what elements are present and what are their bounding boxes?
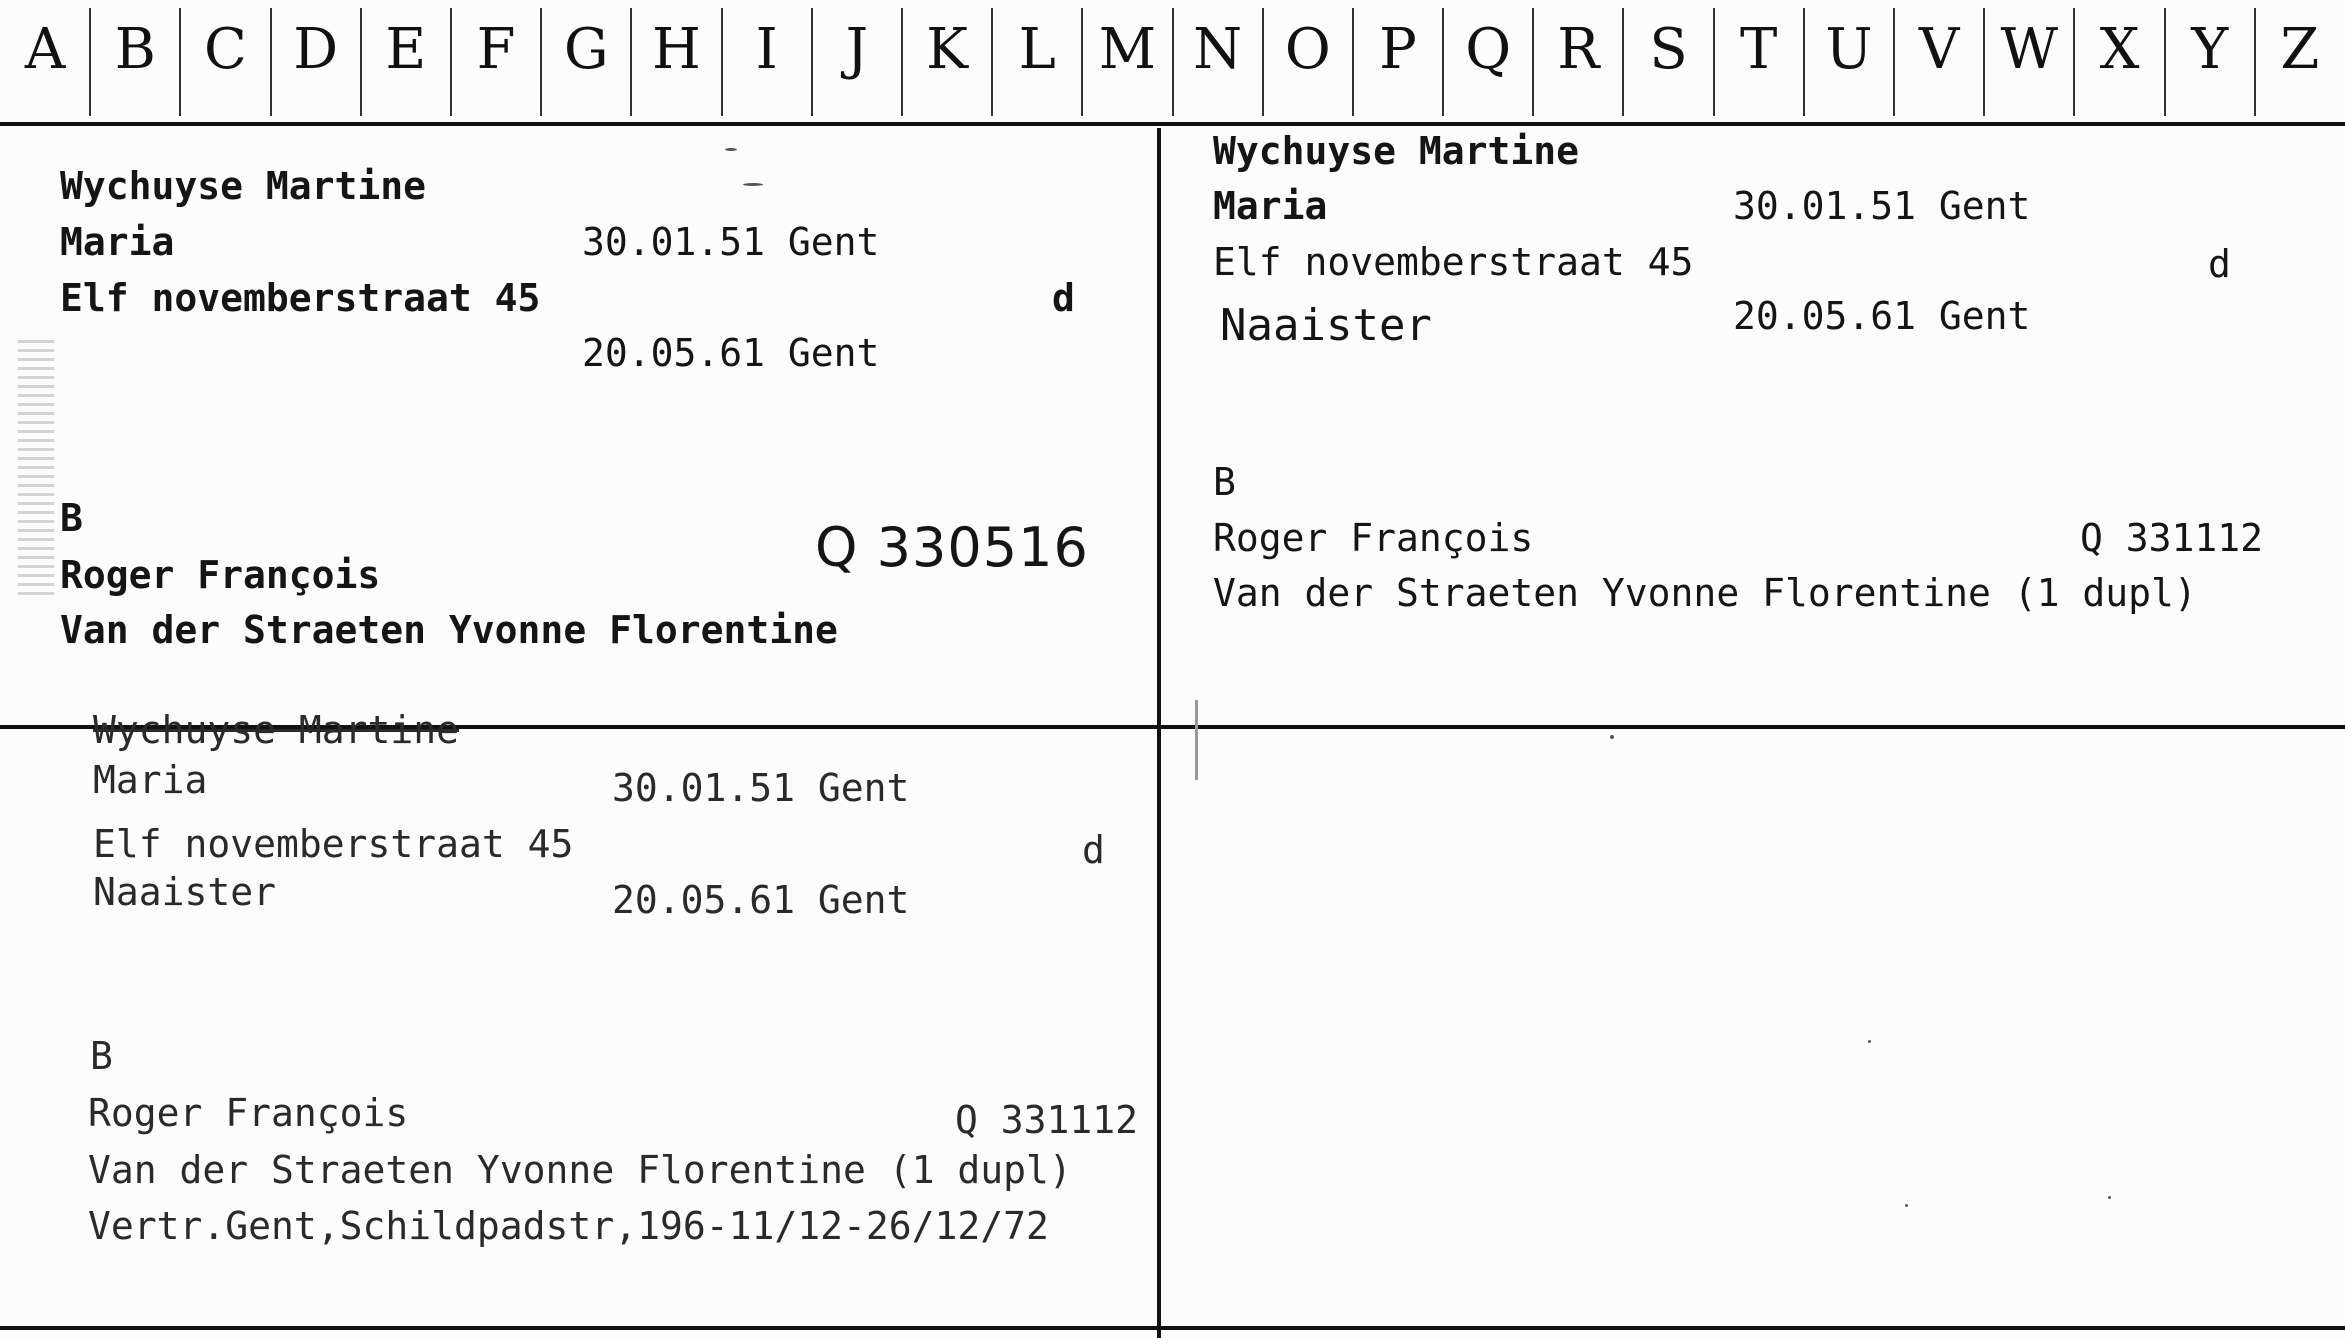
card-top-right-section: B	[1213, 460, 1236, 504]
scan-speck	[1905, 1204, 1908, 1207]
alphabet-separator	[450, 8, 452, 116]
alphabet-letter-r: R	[1557, 17, 1600, 82]
scan-speck	[725, 148, 737, 151]
alphabet-letter-v: V	[1918, 17, 1960, 82]
card-top-left-date2: 20.05.61 Gent	[582, 331, 880, 375]
card-bottom-left-address: Elf novemberstraat 45	[93, 822, 574, 866]
card-top-left-marker: d	[1052, 276, 1075, 320]
card-top-left-address: Elf novemberstraat 45	[60, 276, 541, 320]
bottom-rule	[0, 1326, 2345, 1330]
alphabet-letter-i: I	[755, 17, 778, 82]
alphabet-letter-l: L	[1018, 17, 1056, 82]
card-top-right-given: Maria	[1213, 184, 1328, 228]
alphabet-separator	[1713, 8, 1715, 116]
alphabet-letter-y: Y	[2191, 17, 2229, 82]
alphabet-separator	[360, 8, 362, 116]
scan-speck	[743, 183, 763, 186]
card-bottom-left-birth: 30.01.51 Gent	[612, 766, 910, 810]
alphabet-separator	[1983, 8, 1985, 116]
card-top-right-surname: Wychuyse Martine	[1213, 129, 1580, 173]
alphabet-separator	[179, 8, 181, 116]
alphabet-separator	[1081, 8, 1083, 116]
alphabet-letter-o: O	[1284, 17, 1331, 82]
card-bottom-left-code: Q 331112	[955, 1098, 1139, 1142]
alphabet-separator	[901, 8, 903, 116]
alphabet-letter-m: M	[1098, 17, 1157, 82]
alphabet-letter-g: G	[563, 17, 609, 82]
alphabet-letter-e: E	[385, 17, 427, 82]
alphabet-letter-k: K	[926, 17, 968, 82]
scan-edge-artifact	[18, 340, 54, 600]
card-bottom-left-marker: d	[1082, 828, 1105, 872]
alphabet-separator	[89, 8, 91, 116]
card-top-right-father: Roger François	[1213, 516, 1534, 560]
alphabet-separator	[1893, 8, 1895, 116]
alphabet-letter-h: H	[652, 17, 701, 82]
alphabet-separator	[1442, 8, 1444, 116]
alphabet-separator	[1622, 8, 1624, 116]
strip-bottom-rule	[0, 122, 2345, 126]
card-top-left-birth: 30.01.51 Gent	[582, 220, 880, 264]
alphabet-letter-s: S	[1649, 17, 1688, 82]
alphabet-letter-u: U	[1825, 17, 1873, 82]
card-top-left-given: Maria	[60, 220, 175, 264]
alphabet-letter-j: J	[845, 17, 869, 82]
card-top-right-code: Q 331112	[2080, 516, 2264, 560]
alphabet-separator	[1803, 8, 1805, 116]
alphabet-separator	[630, 8, 632, 116]
scan-speck	[1195, 700, 1198, 780]
alphabet-separator	[1532, 8, 1534, 116]
card-top-right-mother: Van der Straeten Yvonne Florentine (1 dupl)	[1213, 571, 2197, 615]
card-top-left-code: Q 330516	[815, 516, 1089, 579]
alphabet-separator	[540, 8, 542, 116]
card-top-left-section: B	[60, 496, 83, 540]
card-bottom-left-date2: 20.05.61 Gent	[612, 878, 910, 922]
alphabet-letter-z: Z	[2280, 17, 2320, 82]
card-top-right-address: Elf novemberstraat 45	[1213, 240, 1694, 284]
card-top-right-marker: d	[2208, 242, 2231, 286]
scan-speck	[1868, 1040, 1871, 1043]
card-top-left-surname: Wychuyse Martine	[60, 164, 427, 208]
card-bottom-left-father: Roger François	[88, 1091, 409, 1135]
alphabet-letter-a: A	[24, 17, 66, 82]
alphabet-letter-n: N	[1193, 17, 1243, 82]
alphabet-separator	[2254, 8, 2256, 116]
alphabet-separator	[1262, 8, 1264, 116]
alphabet-separator	[1352, 8, 1354, 116]
alphabet-separator	[721, 8, 723, 116]
card-bottom-left-surname: Wychuyse Martine	[93, 708, 460, 752]
scan-speck	[2108, 1196, 2111, 1199]
card-top-right-occupation: Naaister	[1220, 300, 1432, 351]
alphabet-index-strip	[0, 0, 2345, 123]
alphabet-letter-x: X	[2099, 17, 2140, 82]
alphabet-letter-f: F	[476, 17, 516, 82]
alphabet-separator	[811, 8, 813, 116]
card-bottom-left-occupation: Naaister	[93, 870, 277, 914]
card-top-left-father: Roger François	[60, 553, 381, 597]
scan-speck	[1610, 735, 1614, 739]
alphabet-letter-p: P	[1379, 17, 1417, 82]
alphabet-letter-t: T	[1740, 17, 1778, 82]
card-top-right-date2: 20.05.61 Gent	[1733, 294, 2031, 338]
alphabet-letter-d: D	[293, 17, 339, 82]
alphabet-letter-w: W	[2000, 17, 2059, 82]
card-bottom-left-section: B	[90, 1034, 113, 1078]
alphabet-separator	[2073, 8, 2075, 116]
alphabet-letter-c: C	[204, 17, 247, 82]
card-bottom-left-given: Maria	[93, 758, 208, 802]
card-top-left-mother: Van der Straeten Yvonne Florentine	[60, 608, 838, 652]
card-bottom-left-note: Vertr.Gent,Schildpadstr,196-11/12-26/12/72	[88, 1204, 1049, 1248]
alphabet-separator	[2164, 8, 2166, 116]
alphabet-letter-b: B	[114, 17, 156, 82]
alphabet-separator	[270, 8, 272, 116]
alphabet-letter-q: Q	[1465, 17, 1512, 82]
card-divider	[1157, 128, 1161, 1338]
card-top-right-birth: 30.01.51 Gent	[1733, 184, 2031, 228]
alphabet-separator	[991, 8, 993, 116]
card-bottom-left-mother: Van der Straeten Yvonne Florentine (1 dupl)	[88, 1148, 1072, 1192]
alphabet-separator	[1172, 8, 1174, 116]
